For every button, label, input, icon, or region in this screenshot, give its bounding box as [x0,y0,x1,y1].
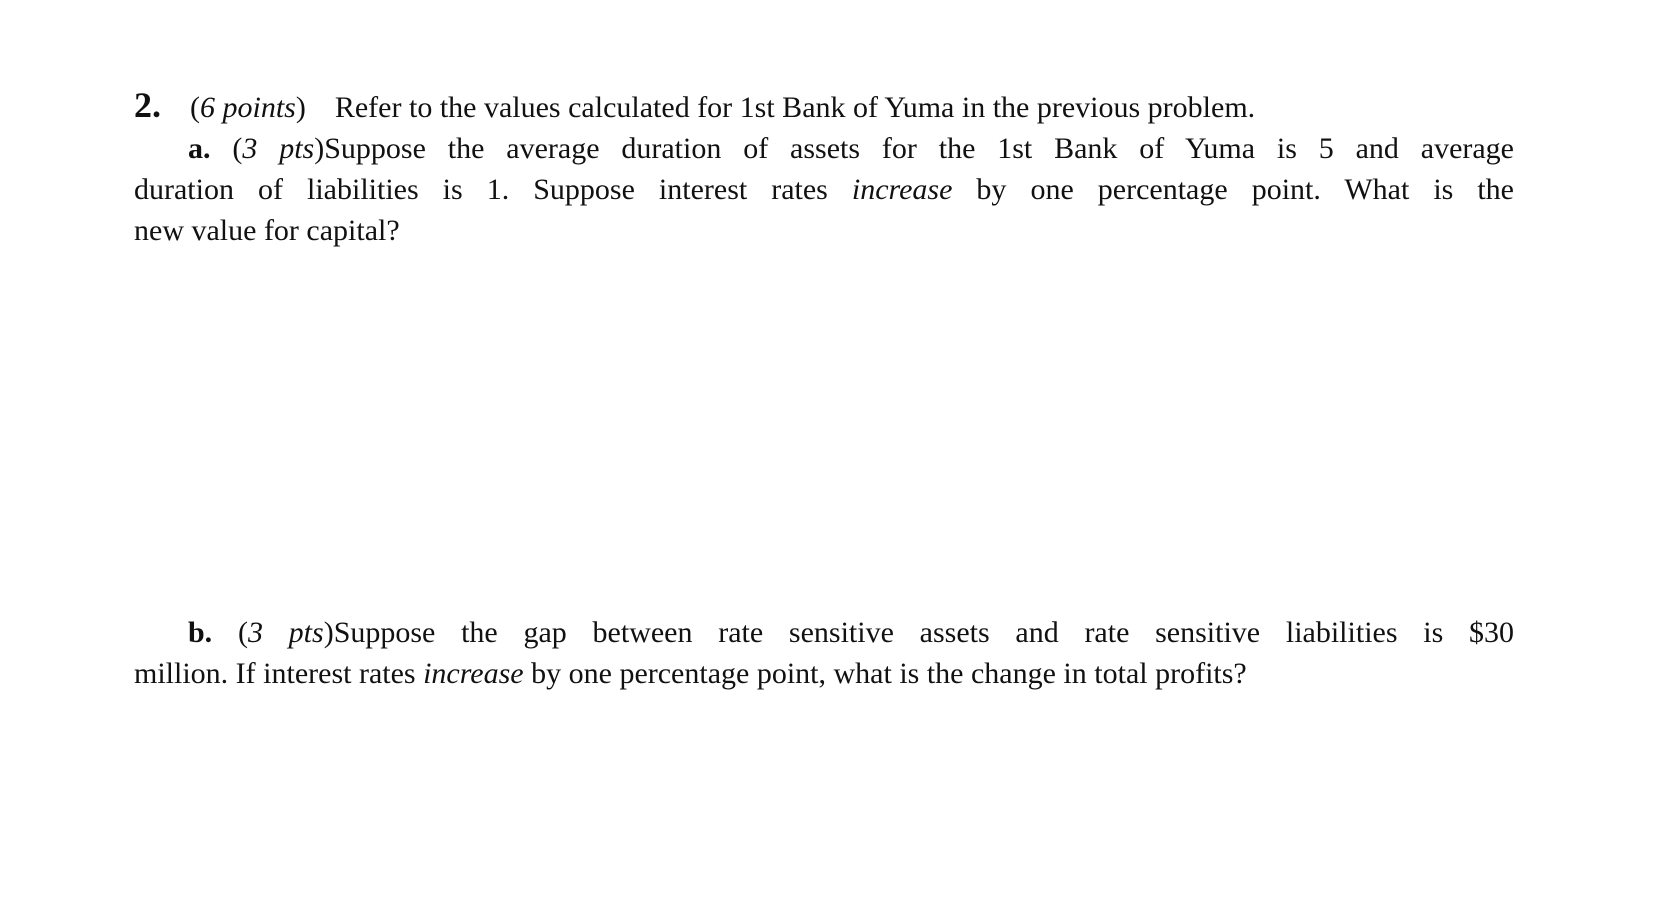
question-intro: Refer to the values calculated for 1st Bank of Yuma in the previous problem. [334,91,1256,124]
part-a-text-3: new value for capital? [134,214,400,247]
question-header-line [134,85,1514,128]
part-a-pts-open: ( [232,132,243,165]
part-a-pts: 3 pts [242,132,315,165]
part-b-text-2-pre: million. If interest rates [134,657,424,690]
question-number: 2. [134,85,161,125]
part-b-line-1 [134,612,1514,653]
part-b-text-1: Suppose the gap between rate sensitive assets and rate sensitive liabilities is $30 [333,616,1515,649]
part-b-line-2 [134,653,1514,694]
part-a-text-2-pre: duration of liabilities is 1. Suppose interest rates [134,173,852,206]
question-points: 6 points [200,91,296,124]
question-2-part-b [134,612,1514,694]
part-a-text-1: Suppose the average duration of assets for the 1st Bank of Yuma is 5 and average [324,132,1514,165]
question-2 [134,85,1514,251]
part-a-line-1 [134,128,1514,169]
part-a-text-2-post: by one percentage point. What is the [952,173,1514,206]
part-a-label: a. [188,132,211,165]
points-close-paren: ) [295,91,306,124]
part-a-line-2 [134,169,1514,210]
part-b-label: b. [188,616,213,649]
part-a-emphasis: increase [851,173,953,206]
part-b-text-2-post: by one percentage point, what is the change in total profits? [523,657,1247,690]
part-a-line-3 [134,210,1514,251]
points-open-paren: ( [190,91,200,124]
part-b-pts-open: ( [237,616,248,649]
part-b-pts: 3 pts [247,616,324,649]
part-a-pts-close: ) [314,132,325,165]
part-b-pts-close: ) [323,616,334,649]
part-b-emphasis: increase [423,657,524,690]
